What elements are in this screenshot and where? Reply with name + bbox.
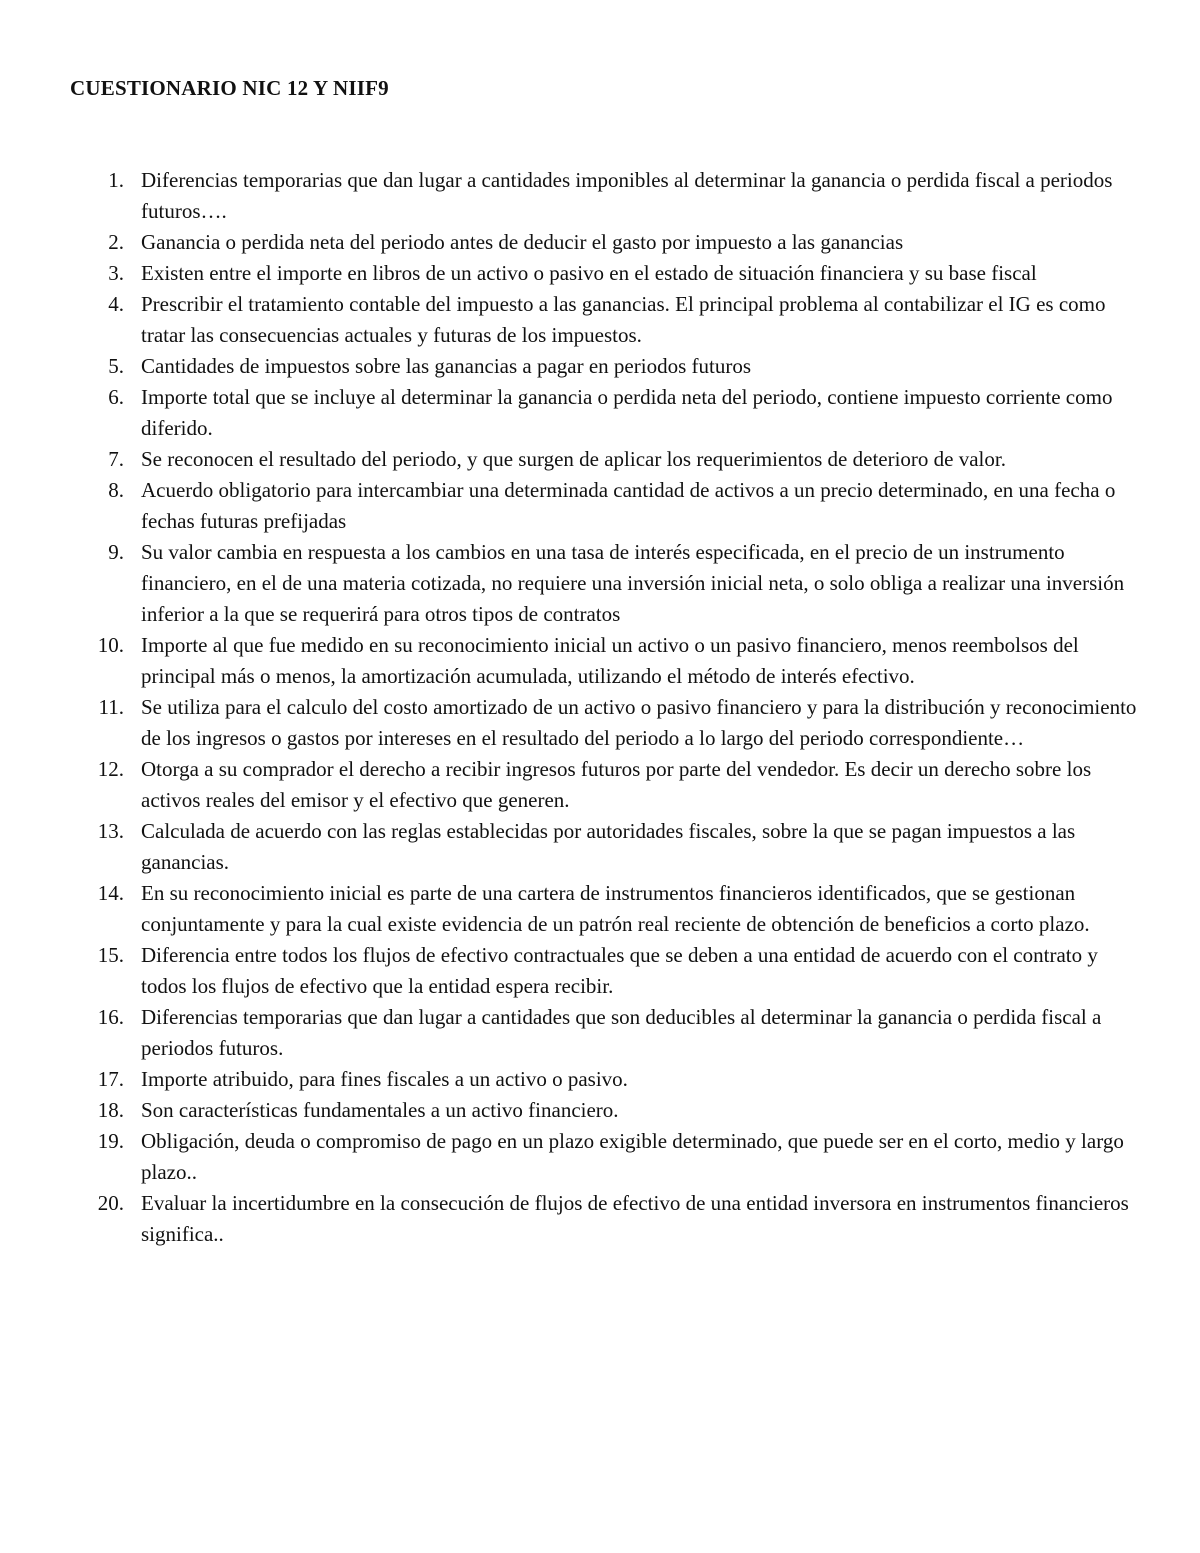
question-text: Se utiliza para el calculo del costo amortizado de un activo o pasivo financiero y para la distribución y reconocimiento de los ingresos o gastos por intereses en el resultado del periodo a lo largo del periodo correspondiente… [141,695,1137,750]
question-text: Importe atribuido, para fines fiscales a un activo o pasivo. [141,1067,628,1091]
question-item [0,227,1200,258]
question-number: 16. [97,1005,124,1029]
question-item [0,1126,1200,1188]
question-number: 19. [97,1129,124,1153]
question-text: Cantidades de impuestos sobre las ganancias a pagar en periodos futuros [141,354,751,378]
question-number: 7. [108,447,124,471]
question-item [0,475,1200,537]
question-number: 3. [108,261,124,285]
question-item [0,630,1200,692]
question-text: Otorga a su comprador el derecho a recibir ingresos futuros por parte del vendedor. Es decir un derecho sobre los activos reales del emisor y el efectivo que generen. [141,757,1092,812]
question-number: 9. [108,540,124,564]
question-text: Calculada de acuerdo con las reglas establecidas por autoridades fiscales, sobre la que se pagan impuestos a las ganancias. [141,819,1076,874]
question-text: Existen entre el importe en libros de un activo o pasivo en el estado de situación financiera y su base fiscal [141,261,1037,285]
question-number: 6. [108,385,124,409]
question-number: 2. [108,230,124,254]
question-number: 13. [97,819,124,843]
question-number: 18. [97,1098,124,1122]
question-number: 14. [97,881,124,905]
question-item [0,444,1200,475]
question-text: Evaluar la incertidumbre en la consecución de flujos de efectivo de una entidad inversora en instrumentos financieros significa.. [141,1191,1129,1246]
question-number: 15. [97,943,124,967]
question-text: Prescribir el tratamiento contable del impuesto a las ganancias. El principal problema al contabilizar el IG es como tratar las consecuencias actuales y futuras de los impuestos. [141,292,1106,347]
question-item [0,692,1200,754]
question-item [0,1095,1200,1126]
question-text: Se reconocen el resultado del periodo, y que surgen de aplicar los requerimientos de deterioro de valor. [141,447,1006,471]
question-number: 12. [97,757,124,781]
question-item [0,816,1200,878]
question-text: Obligación, deuda o compromiso de pago en un plazo exigible determinado, que puede ser en el corto, medio y largo plazo.. [141,1129,1124,1184]
question-number: 1. [108,168,124,192]
question-item [0,351,1200,382]
question-number: 17. [97,1067,124,1091]
question-item [0,1002,1200,1064]
question-text: Su valor cambia en respuesta a los cambios en una tasa de interés especificada, en el precio de un instrumento financiero, en el de una materia cotizada, no requiere una inversión inicial neta, o solo obliga a realizar una inversión inferior a la que se requerirá para otros tipos de contratos [141,540,1125,626]
question-item [0,940,1200,1002]
question-item [0,382,1200,444]
question-text: Diferencias temporarias que dan lugar a cantidades imponibles al determinar la ganancia o perdida fiscal a periodos futuros…. [141,168,1113,223]
question-text: Son características fundamentales a un activo financiero. [141,1098,619,1122]
question-item [0,289,1200,351]
question-item [0,1188,1200,1250]
question-item [0,165,1200,227]
question-text: Acuerdo obligatorio para intercambiar una determinada cantidad de activos a un precio determinado, en una fecha o fechas futuras prefijadas [141,478,1116,533]
question-number: 4. [108,292,124,316]
question-text: Diferencia entre todos los flujos de efectivo contractuales que se deben a una entidad de acuerdo con el contrato y todos los flujos de efectivo que la entidad espera recibir. [141,943,1098,998]
question-number: 8. [108,478,124,502]
question-number: 5. [108,354,124,378]
question-item [0,754,1200,816]
question-text: Importe total que se incluye al determinar la ganancia o perdida neta del periodo, contiene impuesto corriente como diferido. [141,385,1113,440]
question-number: 11. [98,695,124,719]
question-text: Diferencias temporarias que dan lugar a cantidades que son deducibles al determinar la ganancia o perdida fiscal a periodos futuros. [141,1005,1102,1060]
question-number: 20. [97,1191,124,1215]
question-number: 10. [97,633,124,657]
question-text: En su reconocimiento inicial es parte de una cartera de instrumentos financieros identificados, que se gestionan conjuntamente y para la cual existe evidencia de un patrón real reciente de obtención de beneficios a corto plazo. [141,881,1090,936]
question-item [0,258,1200,289]
document-title: CUESTIONARIO NIC 12 Y NIIF9 [70,76,389,100]
question-item [0,537,1200,630]
question-item [0,878,1200,940]
question-item [0,1064,1200,1095]
question-text: Ganancia o perdida neta del periodo antes de deducir el gasto por impuesto a las ganancias [141,230,904,254]
question-list [0,165,1200,1250]
question-text: Importe al que fue medido en su reconocimiento inicial un activo o un pasivo financiero, menos reembolsos del principal más o menos, la amortización acumulada, utilizando el método de interés efectivo. [141,633,1079,688]
